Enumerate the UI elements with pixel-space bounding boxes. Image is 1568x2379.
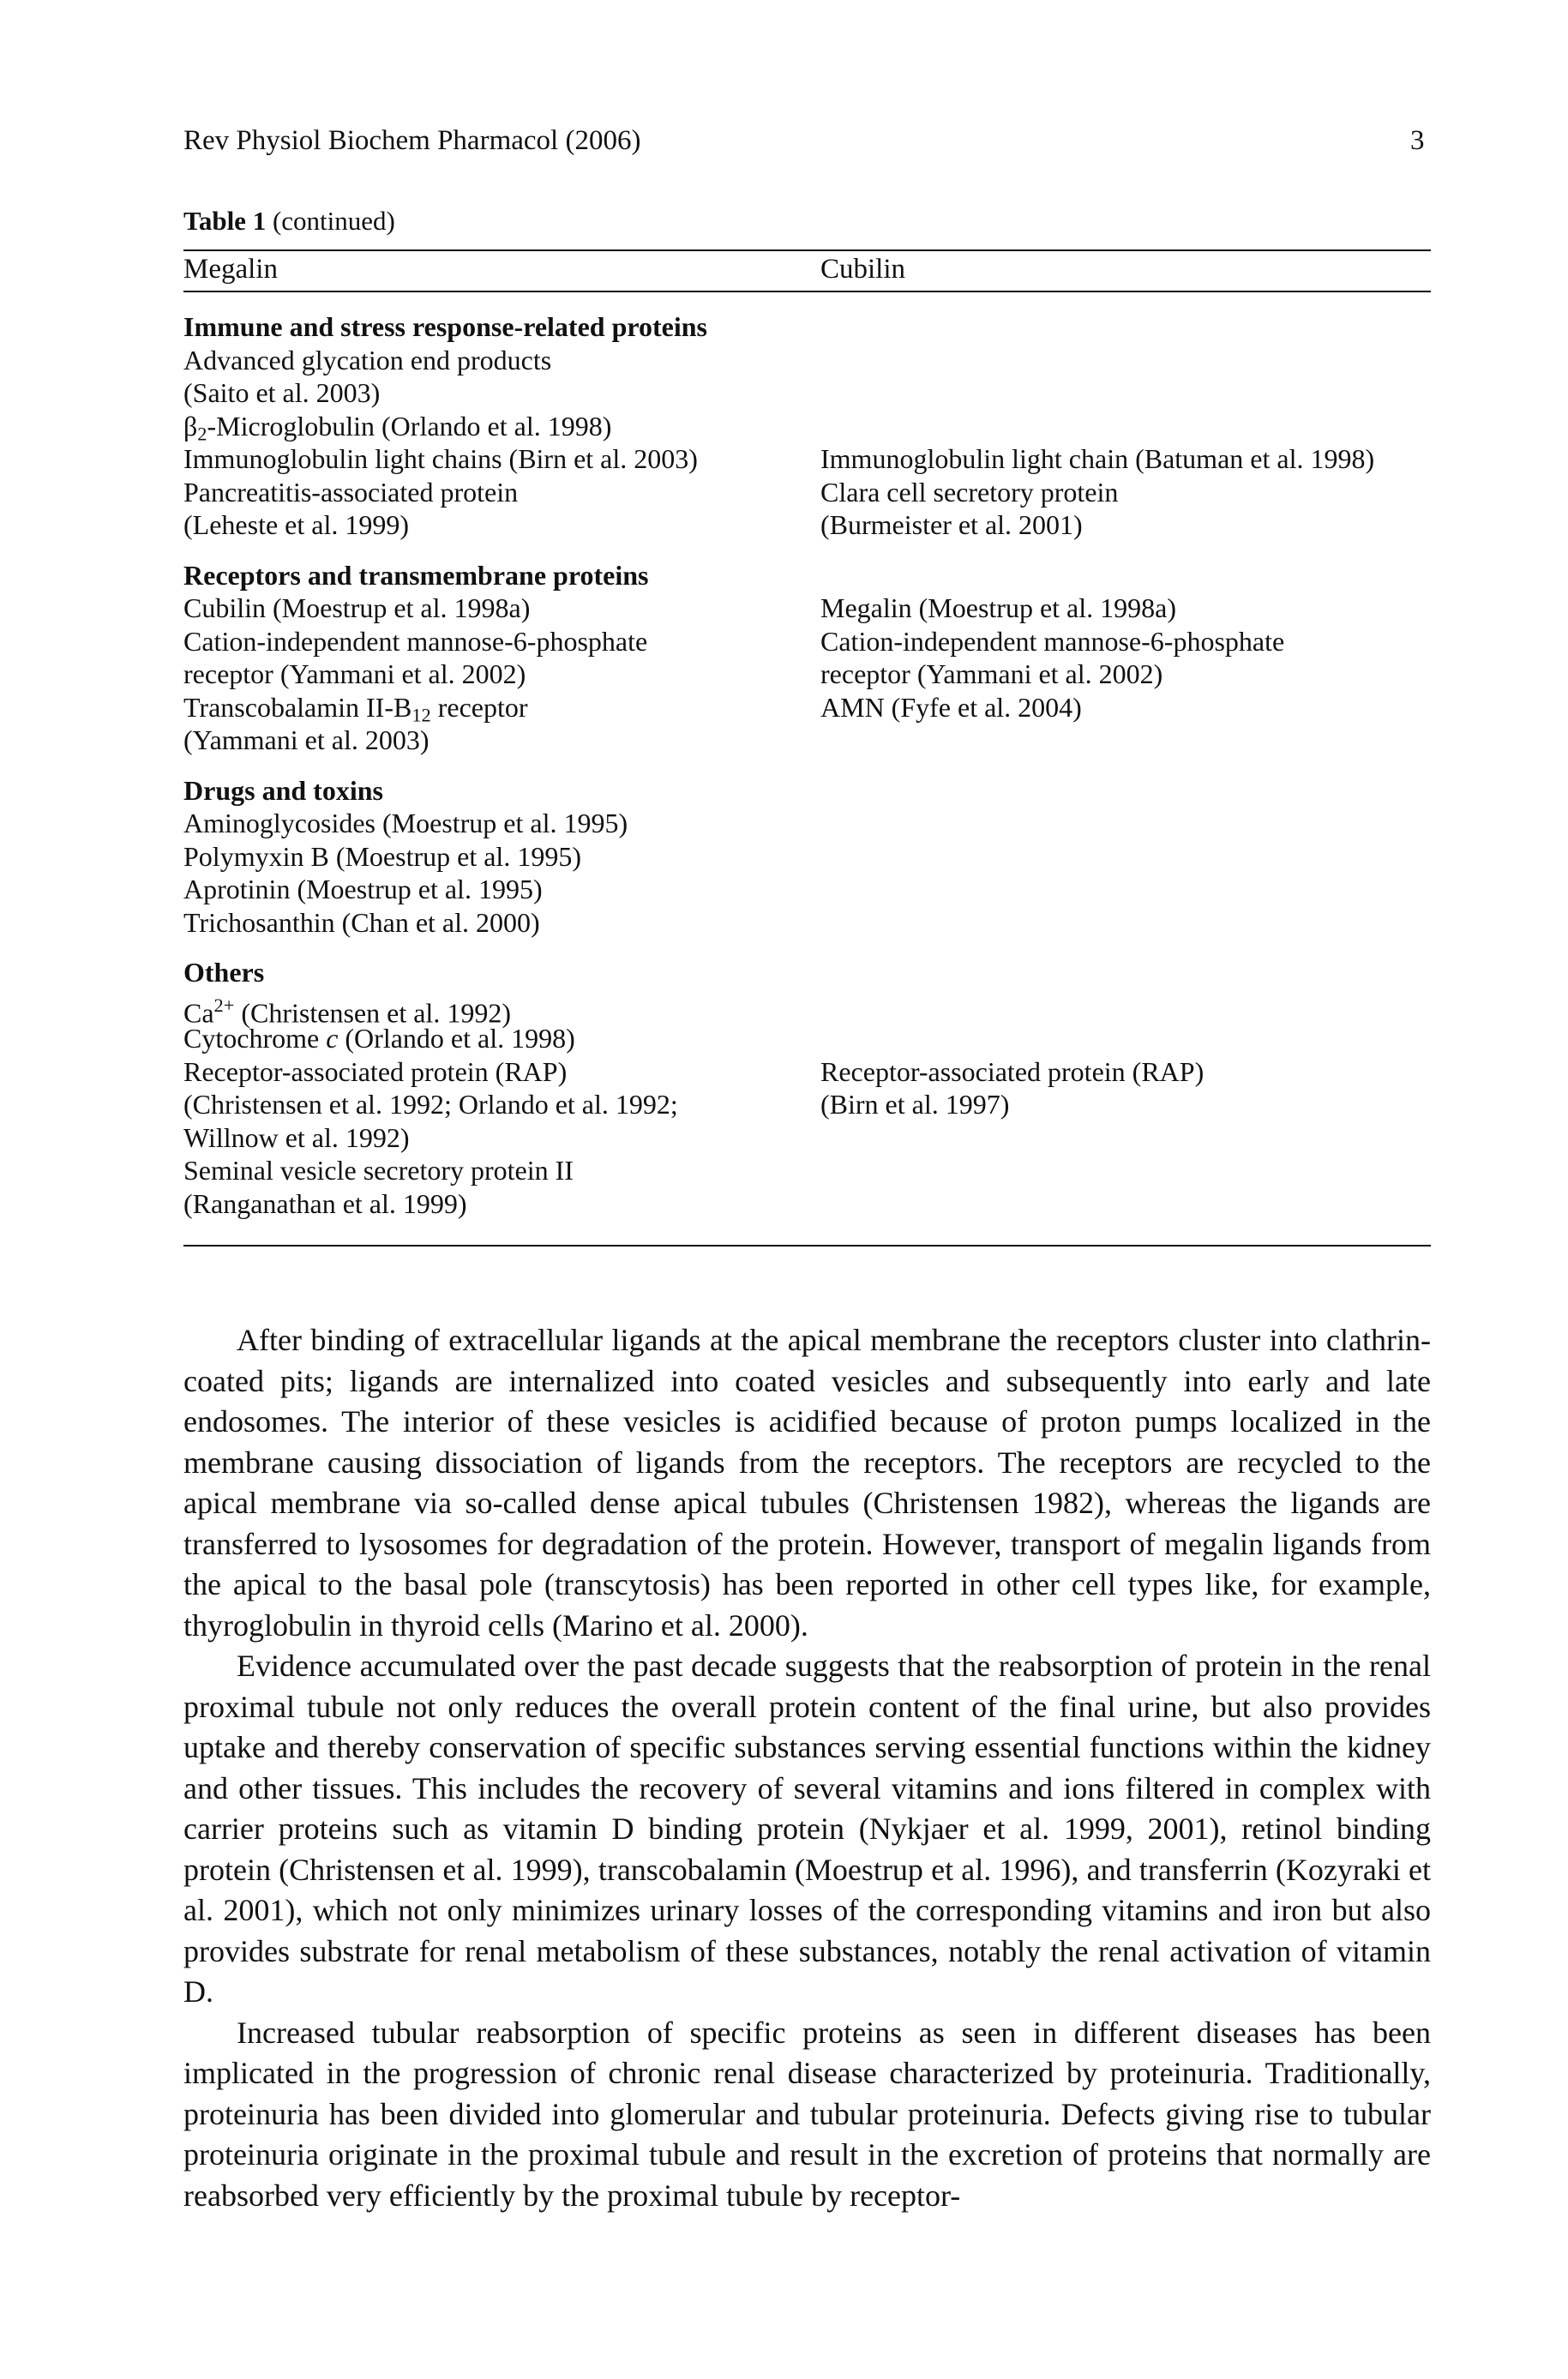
- cubilin-column: [820, 310, 1374, 1220]
- cubilin-ligand-line: AMN (Fyfe et al. 2004): [820, 691, 1082, 723]
- megalin-ligand-line: Willnow et al. 1992): [183, 1121, 410, 1153]
- cubilin-ligand-line: Immunoglobulin light chain (Batuman et al. 1998): [820, 443, 1375, 474]
- body-paragraph: Evidence accumulated over the past decade suggests that the reabsorption of protein in the renal proximal tubule not only reduces the overall protein content of the final urine, but also provides uptake and thereby conservation of specific substances serving essential functions within the kidney and other tissues. This includes the recovery of several vitamins and ions filtered in complex with carrier proteins such as vitamin D binding protein (Nykjaer et al. 1999, 2001), retinol binding protein (Christensen et al. 1999), transcobalamin (Moestrup et al. 1996), and transferrin (Kozyraki et al. 2001), which not only minimizes urinary losses of the corresponding vitamins and iron but also provides substrate for renal metabolism of these substances, notably the renal activation of vitamin D.: [183, 1649, 1431, 2009]
- spacer-line: [820, 724, 1374, 757]
- cubilin-ligand-line: Cation-independent mannose-6-phosphate: [820, 625, 1285, 657]
- megalin-column: [183, 310, 707, 1220]
- section-title: Receptors and transmembrane proteins: [183, 559, 649, 591]
- spacer-line: [820, 1121, 1374, 1155]
- table-label: Table 1: [183, 206, 267, 236]
- cubilin-ligand-line: receptor (Yammani et al. 2002): [820, 658, 1163, 689]
- spacer-line: [820, 840, 1374, 874]
- megalin-ligand-line: (Yammani et al. 2003): [183, 724, 430, 755]
- spacer-line: [820, 376, 1374, 410]
- spacer-line: [820, 310, 1374, 344]
- spacer-line: [820, 1022, 1374, 1055]
- table-top-rule: [183, 249, 1431, 251]
- megalin-ligand-line: (Leheste et al. 1999): [183, 509, 409, 540]
- megalin-ligand-line: Seminal vesicle secretory protein II: [183, 1155, 574, 1186]
- cubilin-ligand-line: Megalin (Moestrup et al. 1998a): [820, 592, 1176, 623]
- megalin-ligand-line: (Christensen et al. 1992; Orlando et al. 1992;: [183, 1089, 678, 1120]
- megalin-ligand-line: Trichosanthin (Chan et al. 2000): [183, 906, 540, 938]
- megalin-ligand-line: Polymyxin B (Moestrup et al. 1995): [183, 840, 581, 872]
- megalin-ligand-line: Cubilin (Moestrup et al. 1998a): [183, 592, 531, 623]
- megalin-ligand-line: Pancreatitis-associated protein: [183, 476, 519, 508]
- body-paragraph: After binding of extracellular ligands at the apical membrane the receptors cluster into clathrin-coated pits; ligands are internalized into coated vesicles and subsequently into early and late endosomes. The interior of these vesicles is acidified because of proton pumps localized in the membrane causing dissociation of ligands from the receptors. The receptors are recycled to the apical membrane via so-called dense apical tubules (Christensen 1982), whereas the ligands are transferred to lysosomes for degradation of the protein. However, transport of megalin ligands from the apical to the basal pole (transcytosis) has been reported in other cell types like, for example, thyroglobulin in thyroid cells (Marino et al. 2000).: [183, 1323, 1431, 1643]
- cubilin-ligand-line: Receptor-associated protein (RAP): [820, 1055, 1205, 1087]
- spacer-line: [820, 873, 1374, 906]
- cubilin-ligand-line: Clara cell secretory protein: [820, 476, 1119, 508]
- section-title: Immune and stress response-related proteins: [183, 311, 707, 342]
- table-bottom-rule: [183, 1245, 1431, 1247]
- cubilin-ligand-line: (Birn et al. 1997): [820, 1089, 1010, 1120]
- section-title: Others: [183, 957, 265, 988]
- megalin-ligand-line: receptor (Yammani et al. 2002): [183, 658, 526, 689]
- table-caption-rest: (continued): [272, 206, 395, 236]
- megalin-ligand-line: Receptor-associated protein (RAP): [183, 1055, 568, 1087]
- running-header: Rev Physiol Biochem Pharmacol (2006): [183, 125, 641, 156]
- cubilin-ligand-line: (Burmeister et al. 2001): [820, 509, 1083, 540]
- spacer-line: [820, 559, 1374, 592]
- table-caption: [183, 206, 395, 237]
- page-number: 3: [1410, 125, 1425, 156]
- body-text: [183, 1320, 1431, 2216]
- table-header-rule: [183, 291, 1431, 292]
- megalin-ligand-line: $Ca^{2+}$ (Christensen et al. 1992): [183, 994, 511, 1028]
- spacer-line: [820, 906, 1374, 940]
- spacer-line: [820, 410, 1374, 443]
- spacer-line: [820, 989, 1374, 1023]
- megalin-ligand-line: Aprotinin (Moestrup et al. 1995): [183, 874, 543, 904]
- megalin-ligand-line: Cytochrome c (Orlando et al. 1998): [183, 1023, 575, 1054]
- spacer-line: [820, 344, 1374, 377]
- column-header-cubilin: Cubilin: [820, 254, 906, 285]
- megalin-ligand-line: Aminoglycosides (Moestrup et al. 1995): [183, 808, 628, 838]
- megalin-ligand-line: (Ranganathan et al. 1999): [183, 1187, 467, 1219]
- megalin-ligand-line: $\beta_2$-Microglobulin (Orlando et al. 1998): [183, 410, 612, 445]
- body-paragraph: Increased tubular reabsorption of specific proteins as seen in different diseases has been implicated in the progression of chronic renal disease characterized by proteinuria. Traditionally, proteinuria has been divided into glomerular and tubular proteinuria. Defects giving rise to tubular proteinuria originate in the proximal tubule and result in the excretion of proteins that normally are reabsorbed very efficiently by the proximal tubule by receptor-: [183, 2015, 1431, 2213]
- megalin-ligand-line: Advanced glycation end products: [183, 344, 552, 375]
- spacer-line: [820, 807, 1374, 840]
- megalin-ligand-line: Transcobalamin $II-B_{12}$ receptor: [183, 691, 528, 726]
- spacer-line: [820, 1187, 1374, 1221]
- megalin-ligand-line: Immunoglobulin light chains (Birn et al. 2003): [183, 443, 698, 474]
- column-header-megalin: Megalin: [183, 254, 278, 285]
- spacer-line: [820, 1154, 1374, 1187]
- spacer-line: [820, 774, 1374, 808]
- megalin-ligand-line: Cation-independent mannose-6-phosphate: [183, 625, 648, 657]
- spacer-line: [820, 956, 1374, 989]
- megalin-ligand-line: (Saito et al. 2003): [183, 377, 381, 408]
- section-title: Drugs and toxins: [183, 774, 383, 806]
